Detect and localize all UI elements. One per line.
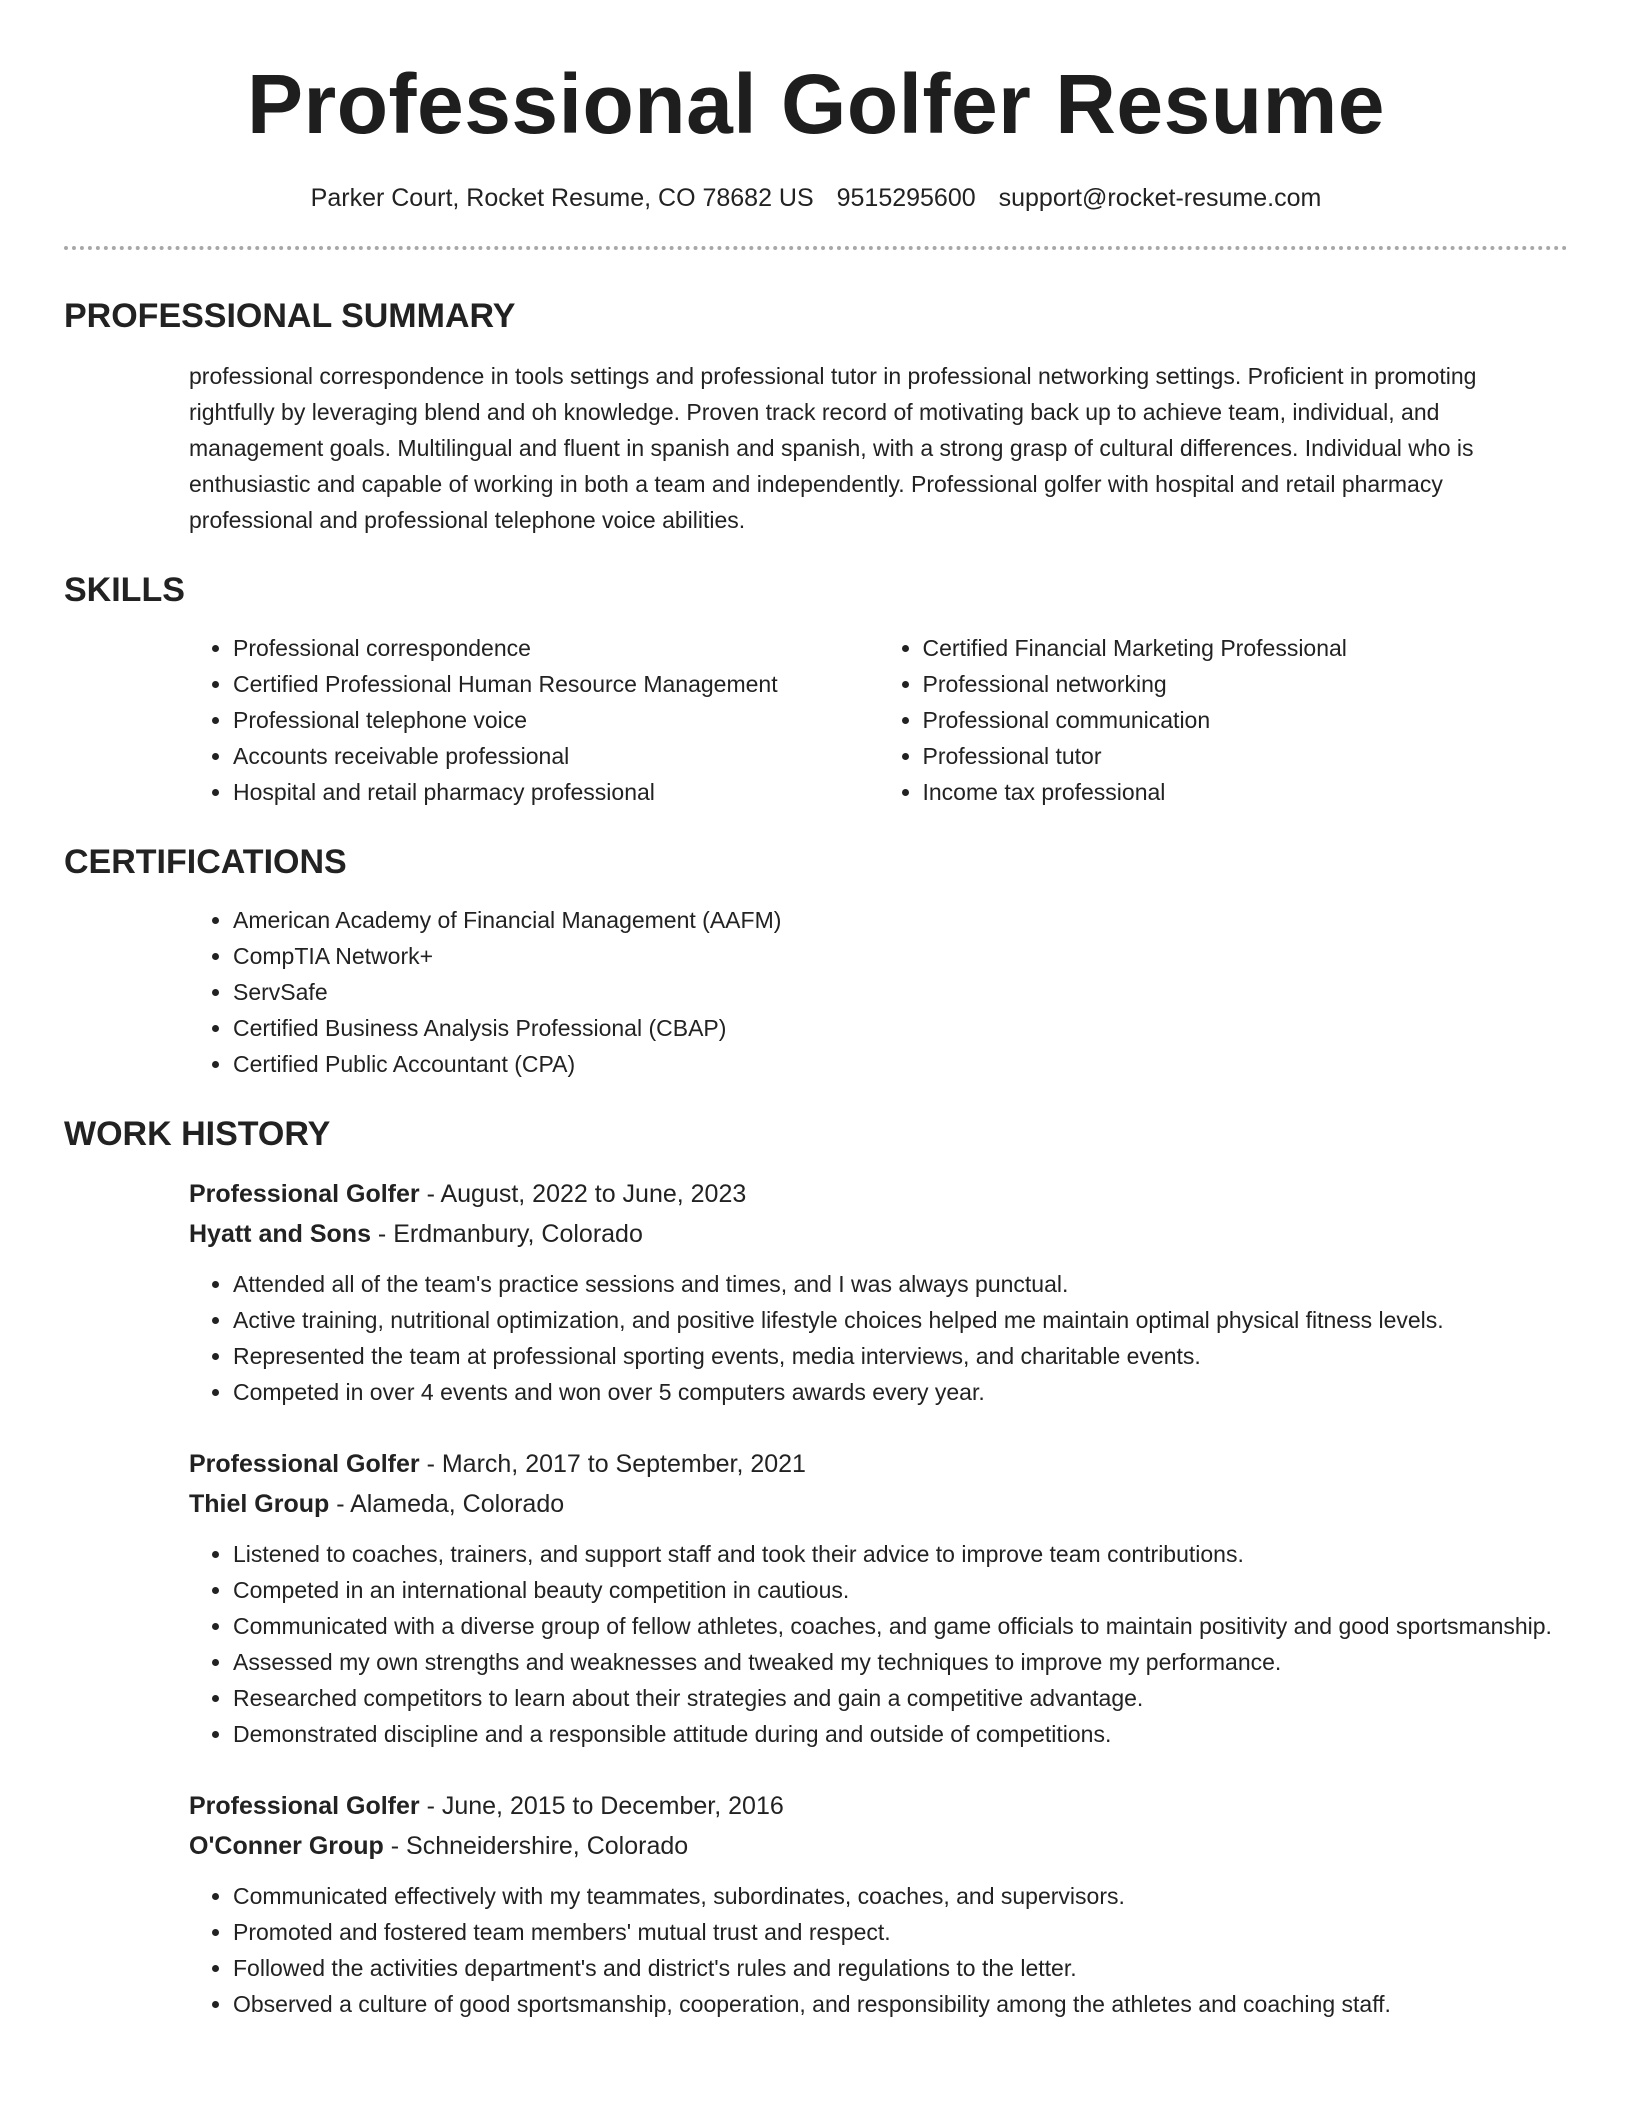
job-bullet: • Listened to coaches, trainers, and support staff and took their advice to improve team contributions. bbox=[233, 1536, 1568, 1572]
skill-item: • Certified Professional Human Resource Management bbox=[233, 666, 879, 702]
job-bullet: • Demonstrated discipline and a responsible attitude during and outside of competitions. bbox=[233, 1716, 1568, 1752]
job-bullet: • Assessed my own strengths and weaknesses and tweaked my techniques to improve my performance. bbox=[233, 1644, 1568, 1680]
job-location: - Schneidershire, Colorado bbox=[383, 1832, 689, 1860]
job-bullets bbox=[189, 1878, 1568, 2022]
certification-item: • Certified Business Analysis Professional (CBAP) bbox=[233, 1010, 1568, 1046]
job-bullet: • Attended all of the team's practice sessions and times, and I was always punctual. bbox=[233, 1266, 1568, 1302]
job-role-line bbox=[189, 1786, 1568, 1826]
certifications-heading: CERTIFICATIONS bbox=[64, 843, 347, 881]
skill-item: • Certified Financial Marketing Professional bbox=[923, 630, 1569, 666]
skills-heading: SKILLS bbox=[64, 571, 185, 609]
certification-item: • CompTIA Network+ bbox=[233, 938, 1568, 974]
skill-item: • Professional telephone voice bbox=[233, 702, 879, 738]
job-bullet: • Represented the team at professional sporting events, media interviews, and charitable events. bbox=[233, 1338, 1568, 1374]
job-entry bbox=[189, 1786, 1568, 2022]
job-bullet: • Promoted and fostered team members' mutual trust and respect. bbox=[233, 1914, 1568, 1950]
header-divider bbox=[64, 246, 1568, 250]
job-bullet: • Communicated with a diverse group of fellow athletes, coaches, and game officials to maintain positivity and good sportsmanship. bbox=[233, 1608, 1568, 1644]
skills-columns bbox=[189, 630, 1568, 810]
skills-list-right bbox=[879, 630, 1569, 810]
job-company: Hyatt and Sons bbox=[189, 1220, 371, 1248]
job-location: - Alameda, Colorado bbox=[329, 1490, 565, 1518]
job-bullet: • Competed in an international beauty competition in cautious. bbox=[233, 1572, 1568, 1608]
job-entry bbox=[189, 1444, 1568, 1752]
job-role: Professional Golfer bbox=[189, 1450, 420, 1478]
job-role-line bbox=[189, 1174, 1568, 1214]
contact-line bbox=[64, 182, 1568, 214]
work-history-heading: WORK HISTORY bbox=[64, 1115, 331, 1153]
summary-text: professional correspondence in tools settings and professional tutor in professional networking settings. Proficient in promoting rightfully by leveraging blend and oh knowledge. Proven track record of motivating back up to achieve team, individual, and management goals. Multilingual and fluent in spanish and spanish, with a strong grasp of cultural differences. Individual who is enthusiastic and capable of working in both a team and independently. Professional golfer with hospital and retail pharmacy professional and professional telephone voice abilities. bbox=[189, 363, 1477, 533]
job-bullet: • Observed a culture of good sportsmanship, cooperation, and responsibility among the athletes and coaching staff. bbox=[233, 1986, 1568, 2022]
certification-item: • American Academy of Financial Management (AAFM) bbox=[233, 902, 1568, 938]
job-bullet: • Communicated effectively with my teammates, subordinates, coaches, and supervisors. bbox=[233, 1878, 1568, 1914]
job-bullets bbox=[189, 1536, 1568, 1752]
job-role: Professional Golfer bbox=[189, 1792, 420, 1820]
certification-item: • ServSafe bbox=[233, 974, 1568, 1010]
job-location: - Erdmanbury, Colorado bbox=[370, 1220, 643, 1248]
job-dates: - March, 2017 to September, 2021 bbox=[419, 1450, 806, 1478]
job-dates: - August, 2022 to June, 2023 bbox=[419, 1180, 747, 1208]
resume-header bbox=[64, 0, 1568, 214]
certification-item: • Certified Public Accountant (CPA) bbox=[233, 1046, 1568, 1082]
skill-item: • Professional networking bbox=[923, 666, 1569, 702]
job-company-line bbox=[189, 1214, 1568, 1254]
job-bullet: • Active training, nutritional optimization, and positive lifestyle choices helped me maintain optimal physical fitness levels. bbox=[233, 1302, 1568, 1338]
skill-item: • Accounts receivable professional bbox=[233, 738, 879, 774]
certifications-list bbox=[189, 902, 1568, 1082]
job-company-line bbox=[189, 1826, 1568, 1866]
skills-list-left bbox=[189, 630, 879, 810]
job-entry bbox=[189, 1174, 1568, 1410]
job-role-line bbox=[189, 1444, 1568, 1484]
job-company: O'Conner Group bbox=[189, 1832, 384, 1860]
job-role: Professional Golfer bbox=[189, 1180, 420, 1208]
contact-email: support@rocket-resume.com bbox=[998, 184, 1322, 212]
job-bullet: • Researched competitors to learn about their strategies and gain a competitive advantage. bbox=[233, 1680, 1568, 1716]
job-company-line bbox=[189, 1484, 1568, 1524]
job-bullets bbox=[189, 1266, 1568, 1410]
contact-phone: 9515295600 bbox=[836, 184, 976, 212]
skill-item: • Income tax professional bbox=[923, 774, 1569, 810]
job-company: Thiel Group bbox=[189, 1490, 330, 1518]
job-bullet: • Competed in over 4 events and won over 5 computers awards every year. bbox=[233, 1374, 1568, 1410]
skill-item: • Hospital and retail pharmacy professional bbox=[233, 774, 879, 810]
resume-title: Professional Golfer Resume bbox=[246, 57, 1386, 151]
job-bullet: • Followed the activities department's and district's rules and regulations to the letter. bbox=[233, 1950, 1568, 1986]
contact-address: Parker Court, Rocket Resume, CO 78682 US bbox=[310, 184, 814, 212]
job-dates: - June, 2015 to December, 2016 bbox=[419, 1792, 784, 1820]
skill-item: • Professional communication bbox=[923, 702, 1569, 738]
skill-item: • Professional tutor bbox=[923, 738, 1569, 774]
summary-heading: PROFESSIONAL SUMMARY bbox=[64, 297, 516, 335]
skill-item: • Professional correspondence bbox=[233, 630, 879, 666]
certifications-section bbox=[189, 902, 1568, 1082]
